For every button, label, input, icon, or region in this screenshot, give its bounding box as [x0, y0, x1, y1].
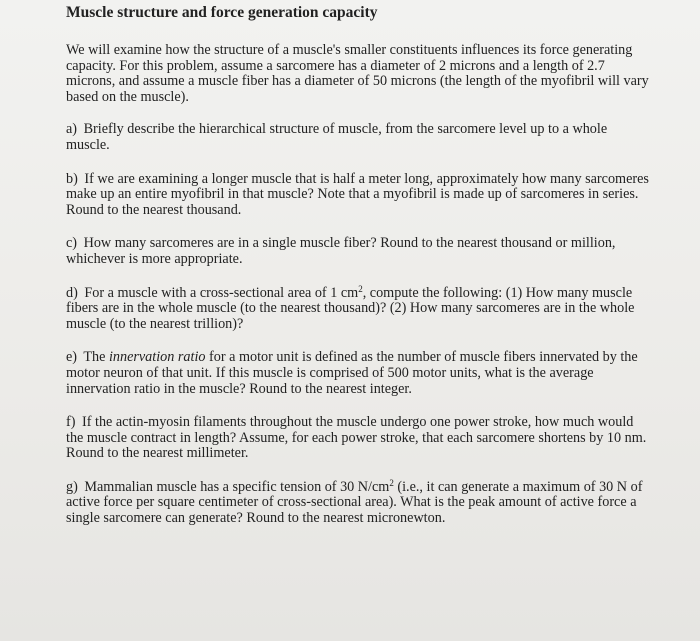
question-d-superscript: 2: [358, 283, 363, 294]
question-g-superscript: 2: [389, 477, 394, 488]
question-g: [66, 477, 654, 527]
question-b: [66, 172, 654, 219]
document-title: Muscle structure and force generation capacity: [66, 4, 378, 21]
question-e-label: e): [66, 349, 78, 366]
question-d-text-before: For a muscle with a cross-sectional area of 1 cm: [84, 284, 359, 301]
question-g-text-before: Mammalian muscle has a specific tension of 30 N/cm: [84, 478, 390, 495]
intro-paragraph: We will examine how the structure of a muscle's smaller constituents influences its force generating capacity. For this problem, assume a sarcomere has a diameter of 2 microns and a length of 2.7 microns, and assume a muscle fiber has a diameter of 50 microns (the length of the myofibril will vary based on the muscle).: [66, 42, 649, 105]
question-f-text: If the actin-myosin filaments throughout the muscle undergo one power stroke, how much would the muscle contract in length? Assume, for each power stroke, that each sarcomere shortens by 10 nm. Round to the nearest millimeter.: [66, 414, 647, 462]
question-d: [66, 283, 654, 333]
question-a-text: Briefly describe the hierarchical structure of muscle, from the sarcomere level up to a whole muscle.: [66, 121, 608, 153]
question-e: [66, 350, 654, 397]
question-d-label: d): [66, 284, 78, 301]
question-b-text: If we are examining a longer muscle that is half a meter long, approximately how many sarcomeres make up an entire myofibril in that muscle? Note that a myofibril is made up of sarcomeres in series. Round to the nearest thousand.: [66, 170, 649, 218]
question-f-label: f): [66, 414, 76, 431]
question-a: [66, 122, 654, 153]
question-c-text: How many sarcomeres are in a single muscle fiber? Round to the nearest thousand or million, whichever is more appropriate.: [66, 235, 616, 267]
question-e-text-after: for a motor unit is defined as the number of muscle fibers innervated by the motor neuron of that unit. If this muscle is comprised of 500 motor units, what is the average innervation ratio in the muscle? Round to the nearest integer.: [66, 349, 638, 397]
question-g-text-after: (i.e., it can generate a maximum of 30 N of active force per square centimeter of cross-sectional area). What is the peak amount of active force a single sarcomere can generate? Round to the nearest micronewton.: [66, 478, 643, 527]
question-e-emphasis: innervation ratio: [108, 349, 206, 366]
question-c: [66, 236, 654, 267]
question-e-text-before: The: [83, 349, 106, 366]
question-a-label: a): [66, 121, 78, 138]
question-c-label: c): [66, 235, 78, 252]
question-g-label: g): [66, 478, 78, 495]
question-d-text-after: , compute the following: (1) How many muscle fibers are in the whole muscle (to the nearest thousand)? (2) How many sarcomeres are in the whole muscle (to the nearest trillion)?: [66, 284, 635, 332]
question-f: [66, 415, 654, 462]
question-b-label: b): [66, 170, 78, 187]
